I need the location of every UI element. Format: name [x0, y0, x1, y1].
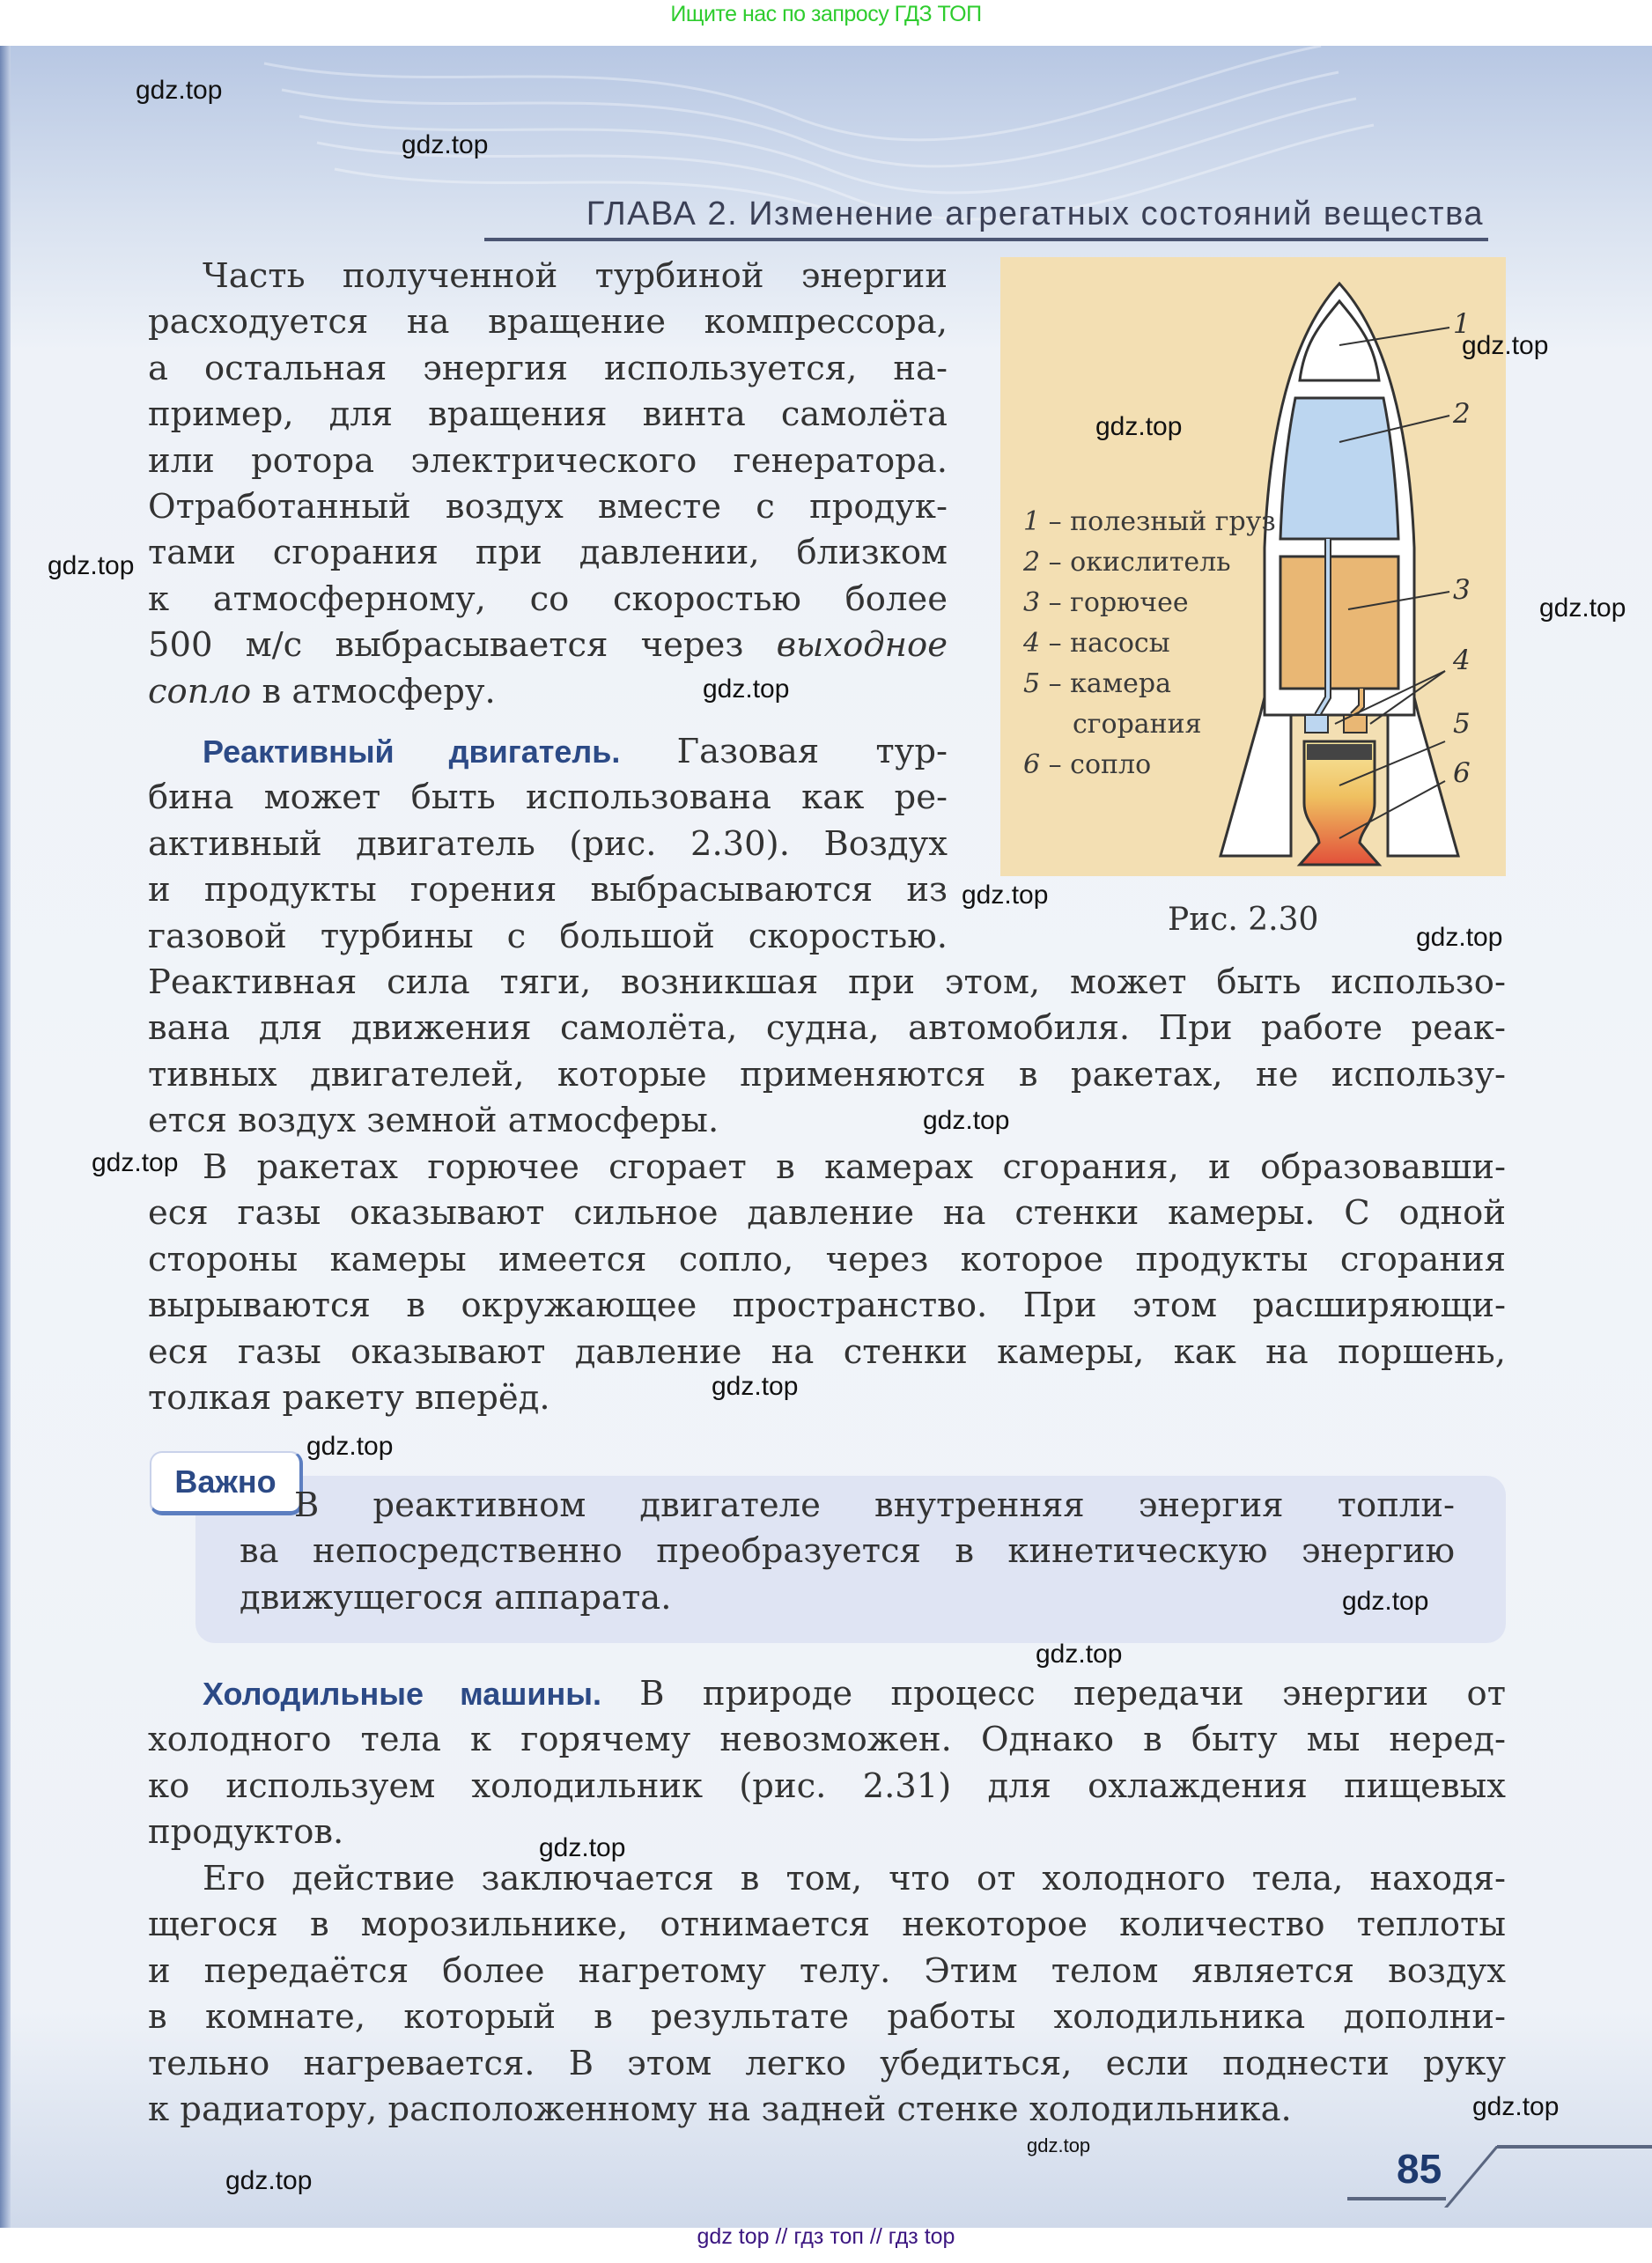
watermark: gdz.top [1027, 2134, 1091, 2156]
callout-3: 3 [1453, 574, 1471, 606]
text-line: продуктов. [148, 1812, 344, 1853]
text-line: сопло в атмосферу. [148, 671, 496, 711]
text-line: щегося в морозильнике, отнимается некоторое количество теплоты [148, 1905, 1506, 1945]
text-line: и продукты горения выбрасываются из [148, 870, 948, 910]
text-line: Реактивная сила тяги, возникшая при этом, может быть использо- [148, 962, 1506, 1002]
section-heading-jet-engine: Реактивный двигатель. [203, 733, 621, 770]
text-line: Холодильные машины. В природе процесс передачи энергии от [203, 1674, 1507, 1714]
legend-item: 5 – камера [1023, 668, 1171, 699]
text-line: к радиатору, расположенному на задней стенке холодильника. [148, 2090, 1292, 2130]
text-line: 500 м/с выбрасывается через выходное [148, 625, 948, 666]
important-text [240, 1483, 1455, 1621]
watermark: gdz.top [48, 551, 135, 580]
paragraph-turbine-energy [148, 254, 948, 715]
footer-links: gdz top // гдз топ // гдз top [697, 2224, 955, 2249]
legend-item: 1 – полезный груз [1023, 506, 1276, 537]
term-exhaust: выходное [776, 625, 948, 666]
text-line: еся газы оказывают давление на стенки камеры, как на поршень, [148, 1331, 1506, 1372]
callout-5: 5 [1453, 708, 1471, 740]
watermark: gdz.top [923, 1106, 1010, 1135]
text-line: вана для движения самолёта, судна, автомобиля. При работе реак- [148, 1008, 1506, 1049]
text-line: Его действие заключается в том, что от холодного тела, находя- [203, 1859, 1506, 1898]
watermark: gdz.top [1036, 1640, 1123, 1669]
text-line: бина может быть использована как ре- [148, 778, 948, 818]
watermark: gdz.top [1539, 593, 1626, 623]
figure-legend [1023, 502, 1276, 785]
callout-4: 4 [1453, 645, 1471, 676]
text-line: в комнате, который в результате работы холодильника дополни- [148, 1997, 1506, 2038]
text-line: ко используем холодильник (рис. 2.31) для охлаждения пищевых [148, 1765, 1506, 1806]
text-line: ется воздух земной атмосферы. [148, 1101, 719, 1141]
text-line: и передаётся более нагретому телу. Этим телом является воздух [148, 1950, 1506, 1991]
text-line: к атмосферному, со скоростью более [148, 579, 948, 619]
text-line: вырываются в окружающее пространство. При этом расширяющи- [148, 1286, 1506, 1326]
watermark: gdz.top [712, 1372, 799, 1401]
callout-2: 2 [1453, 398, 1471, 430]
paragraph-refrigerators [148, 1671, 1506, 1856]
watermark: gdz.top [1472, 2092, 1560, 2121]
watermark: gdz.top [1462, 331, 1549, 360]
watermark: gdz.top [1342, 1587, 1429, 1616]
text-line: расходуется на вращение компрессора, [148, 302, 948, 343]
paragraph-jet-engine-cont [148, 960, 1506, 1145]
text-line: Отработанный воздух вместе с продук- [148, 487, 948, 527]
search-banner: Ищите нас по запросу ГДЗ ТОП [670, 2, 982, 26]
text-line: В реактивном двигателе внутренняя энергия топли- [294, 1485, 1455, 1525]
text-line: или ротора электрического генератора. [148, 440, 948, 481]
term-nozzle: сопло [148, 671, 252, 711]
watermark: gdz.top [136, 76, 223, 105]
paragraph-jet-engine [148, 729, 948, 960]
chapter-header: ГЛАВА 2. Изменение агрегатных состояний вещества [586, 195, 1484, 232]
text-line: активный двигатель (рис. 2.30). Воздух [148, 823, 948, 864]
text-line: Часть полученной турбиной энергии [203, 256, 948, 296]
text-line: еся газы оказывают сильное давление на стенки камеры. С одной [148, 1193, 1506, 1234]
watermark: gdz.top [539, 1833, 626, 1862]
page-number: 85 [1397, 2146, 1442, 2192]
figure-rocket-diagram [1000, 257, 1506, 876]
watermark: gdz.top [306, 1432, 394, 1461]
figure-caption: Рис. 2.30 [1168, 902, 1319, 938]
text-line: В ракетах горючее сгорает в камерах сгорания, и образовавши- [203, 1147, 1506, 1187]
text-line: движущегося аппарата. [240, 1577, 672, 1618]
legend-item: 2 – окислитель [1023, 547, 1231, 578]
text-line: Реактивный двигатель. Газовая тур- [203, 732, 948, 771]
callout-1: 1 [1453, 308, 1471, 340]
legend-item: 3 – горючее [1023, 587, 1189, 618]
watermark: gdz.top [703, 674, 790, 704]
watermark: gdz.top [402, 130, 489, 159]
text-line: стороны камеры имеется сопло, через которое продукты сгорания [148, 1239, 1506, 1279]
text-line: ва непосредственно преобразуется в кинетическую энергию [240, 1531, 1455, 1572]
watermark: gdz.top [962, 881, 1049, 910]
important-tag: Важно [150, 1451, 303, 1515]
callout-6: 6 [1453, 757, 1471, 789]
paragraph-rockets [148, 1145, 1506, 1421]
page-spine [0, 46, 11, 2228]
text-line: тами сгорания при давлении, близком [148, 533, 948, 573]
watermark: gdz.top [225, 2166, 313, 2195]
legend-item: 4 – насосы [1023, 628, 1170, 659]
header-rule [484, 238, 1488, 241]
paragraph-refrigerator-operation [148, 1856, 1506, 2133]
text-line: газовой турбины с большой скоростью. [148, 916, 948, 956]
page-number-rule-top [1497, 2145, 1652, 2149]
text-line: холодного тела к горячему невозможен. Однако в быту мы неред- [148, 1720, 1506, 1760]
text-line: пример, для вращения винта самолёта [148, 394, 948, 435]
watermark: gdz.top [92, 1148, 179, 1177]
legend-item: 6 – сопло [1023, 749, 1152, 780]
watermark: gdz.top [1095, 412, 1183, 441]
text-line: тивных двигателей, которые применяются в ракетах, не использу- [148, 1054, 1506, 1095]
watermark: gdz.top [1416, 923, 1503, 952]
page-number-rule [1347, 2197, 1446, 2200]
legend-item-continuation: сгорания [1073, 709, 1202, 740]
section-heading-refrigerators: Холодильные машины. [203, 1676, 601, 1712]
text-line: тельно нагревается. В этом легко убедиться, если поднести руку [148, 2043, 1506, 2083]
text-line: а остальная энергия используется, на- [148, 348, 948, 388]
text-line: толкая ракету вперёд. [148, 1378, 550, 1419]
